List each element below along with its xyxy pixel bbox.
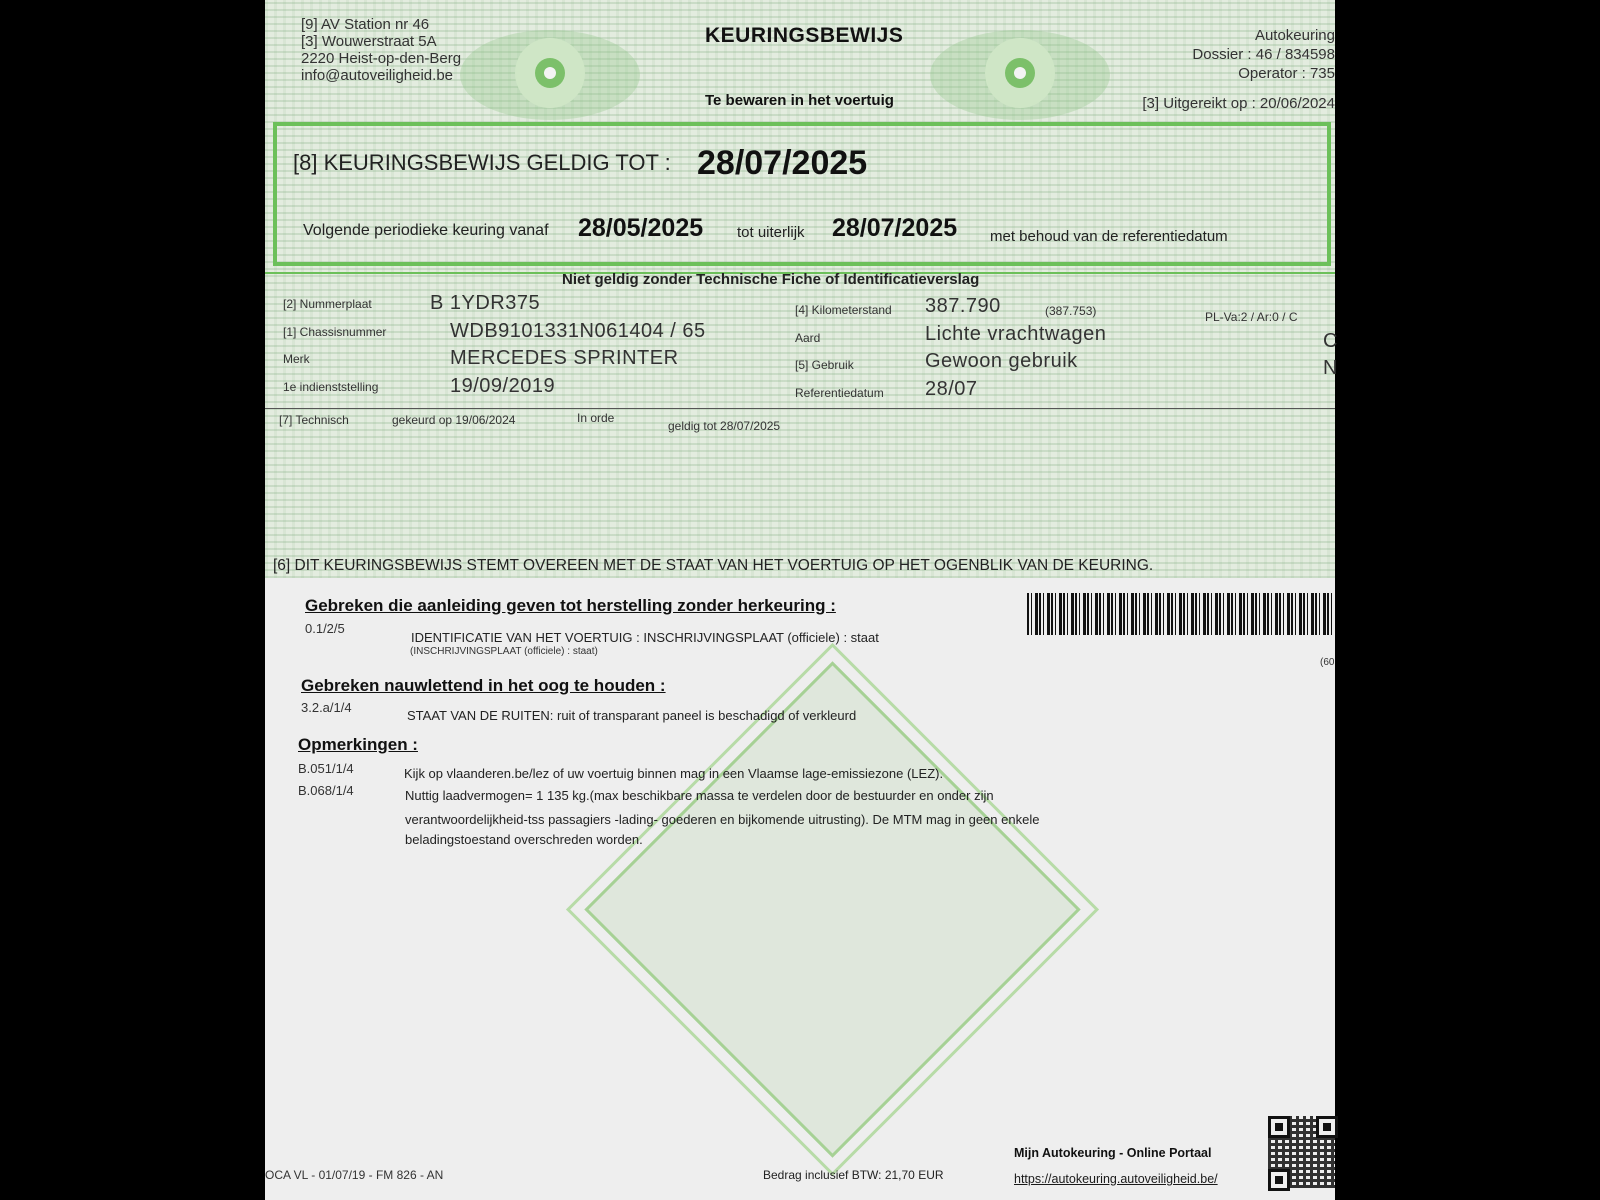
- qr-finder: [1316, 1116, 1338, 1138]
- document-title: KEURINGSBEWIJS: [705, 24, 904, 47]
- technical-label: [7] Technisch: [279, 413, 349, 427]
- registration-label: 1e indienststelling: [283, 380, 379, 394]
- type-label: Aard: [795, 331, 821, 345]
- ref-value: 28/07: [925, 378, 978, 400]
- next-inspection-suffix: met behoud van de referentiedatum: [990, 228, 1228, 245]
- remark-line: verantwoordelijkheid-tss passagiers -lading- goederen en bijkomende uitrusting). De MTM mag in geen enkele: [405, 812, 1040, 827]
- type-side: C: [1323, 330, 1338, 352]
- remark-line: Kijk op vlaanderen.be/lez of uw voertuig binnen mag in een Vlaamse lage-emissiezone (LEZ).: [404, 766, 944, 781]
- validity-notice: Niet geldig zonder Technische Fiche of Identificatieverslag: [562, 271, 980, 288]
- address-line: [3] Wouwerstraat 5A: [301, 33, 437, 50]
- next-inspection-to: 28/07/2025: [832, 214, 958, 242]
- brand-value: MERCEDES SPRINTER: [450, 347, 679, 369]
- portal-link[interactable]: https://autokeuring.autoveiligheid.be/: [1014, 1172, 1218, 1186]
- technical-valid-until: geldig tot 28/07/2025: [668, 419, 781, 433]
- eye-logo-left-icon: [515, 38, 585, 108]
- pl-code: PL-Va:2 / Ar:0 / C: [1205, 310, 1298, 324]
- divider: [265, 408, 1335, 409]
- defect-code: 0.1/2/5: [305, 621, 345, 636]
- use-side: N: [1323, 357, 1338, 379]
- type-value: Lichte vrachtwagen: [925, 323, 1107, 345]
- km-previous: (387.753): [1045, 304, 1097, 318]
- dossier-info: [1125, 26, 1335, 83]
- watermark-diamond: [584, 661, 1080, 1157]
- dossier-line: Operator : 735: [1238, 65, 1335, 82]
- dossier-line: Dossier : 46 / 834598: [1192, 46, 1335, 63]
- km-label: [4] Kilometerstand: [795, 303, 892, 317]
- remark-line: beladingstoestand overschreden worden.: [405, 832, 643, 847]
- form-code: OCA VL - 01/07/19 - FM 826 - AN: [265, 1168, 444, 1182]
- qr-finder: [1268, 1116, 1290, 1138]
- conformity-statement: [6] DIT KEURINGSBEWIJS STEMT OVEREEN MET DE STAAT VAN HET VOERTUIG OP HET OGENBLIK VAN DE KEURING.: [273, 557, 1154, 574]
- defect-text: IDENTIFICATIE VAN HET VOERTUIG : INSCHRIJVINGSPLAAT (officiele) : staat: [411, 630, 879, 645]
- registration-value: 19/09/2019: [450, 375, 556, 397]
- dossier-line: Autokeuring: [1254, 27, 1335, 44]
- defect-side-text: (60: [1320, 657, 1335, 668]
- chassis-value: WDB9101331N061404 / 65: [450, 320, 706, 342]
- defect-subtext: (INSCHRIJVINGSPLAAT (officiele) : staat): [410, 646, 598, 657]
- defect-text: STAAT VAN DE RUITEN: ruit of transparant paneel is beschadigd of verkleurd: [407, 708, 857, 723]
- amount-incl-vat: Bedrag inclusief BTW: 21,70 EUR: [763, 1168, 944, 1182]
- document-subtitle: Te bewaren in het voertuig: [705, 92, 894, 109]
- inspection-certificate: [265, 0, 1338, 1200]
- ref-label: Referentiedatum: [795, 386, 884, 400]
- next-inspection-from: 28/05/2025: [578, 214, 704, 242]
- security-pattern-area: [265, 0, 1335, 578]
- next-inspection-prefix: Volgende periodieke keuring vanaf: [303, 222, 549, 239]
- remark-line: Nuttig laadvermogen= 1 135 kg.(max beschikbare massa te verdelen door de bestuurder en onder zijn: [405, 788, 994, 803]
- remark-code: B.051/1/4: [298, 761, 354, 776]
- remark-code: B.068/1/4: [298, 783, 354, 798]
- km-value: 387.790: [925, 295, 1001, 317]
- issue-date: [3] Uitgereikt op : 20/06/2024: [1142, 95, 1335, 112]
- remarks-heading: Opmerkingen :: [298, 735, 418, 754]
- defects-repair-heading: Gebreken die aanleiding geven tot herstelling zonder herkeuring :: [305, 596, 836, 615]
- chassis-label: [1] Chassisnummer: [283, 325, 387, 339]
- address-line: info@autoveiligheid.be: [301, 67, 453, 84]
- validity-date: 28/07/2025: [697, 144, 868, 182]
- address-line: [9] AV Station nr 46: [301, 16, 430, 33]
- station-address: [301, 16, 461, 84]
- use-label: [5] Gebruik: [795, 358, 854, 372]
- barcode: [1027, 593, 1335, 635]
- technical-status: In orde: [577, 411, 615, 425]
- brand-label: Merk: [283, 352, 310, 366]
- portal-label: Mijn Autokeuring - Online Portaal: [1014, 1146, 1212, 1160]
- address-line: 2220 Heist-op-den-Berg: [301, 50, 462, 67]
- plate-label: [2] Nummerplaat: [283, 297, 372, 311]
- eye-logo-right-icon: [985, 38, 1055, 108]
- qr-finder: [1268, 1169, 1290, 1191]
- use-value: Gewoon gebruik: [925, 350, 1078, 372]
- validity-label: [8] KEURINGSBEWIJS GELDIG TOT :: [293, 150, 671, 175]
- defect-code: 3.2.a/1/4: [301, 700, 352, 715]
- plate-value: B 1YDR375: [430, 292, 541, 314]
- next-inspection-mid: tot uiterlijk: [737, 224, 805, 241]
- technical-inspected: gekeurd op 19/06/2024: [392, 413, 516, 427]
- defects-watch-heading: Gebreken nauwlettend in het oog te houden :: [301, 676, 666, 695]
